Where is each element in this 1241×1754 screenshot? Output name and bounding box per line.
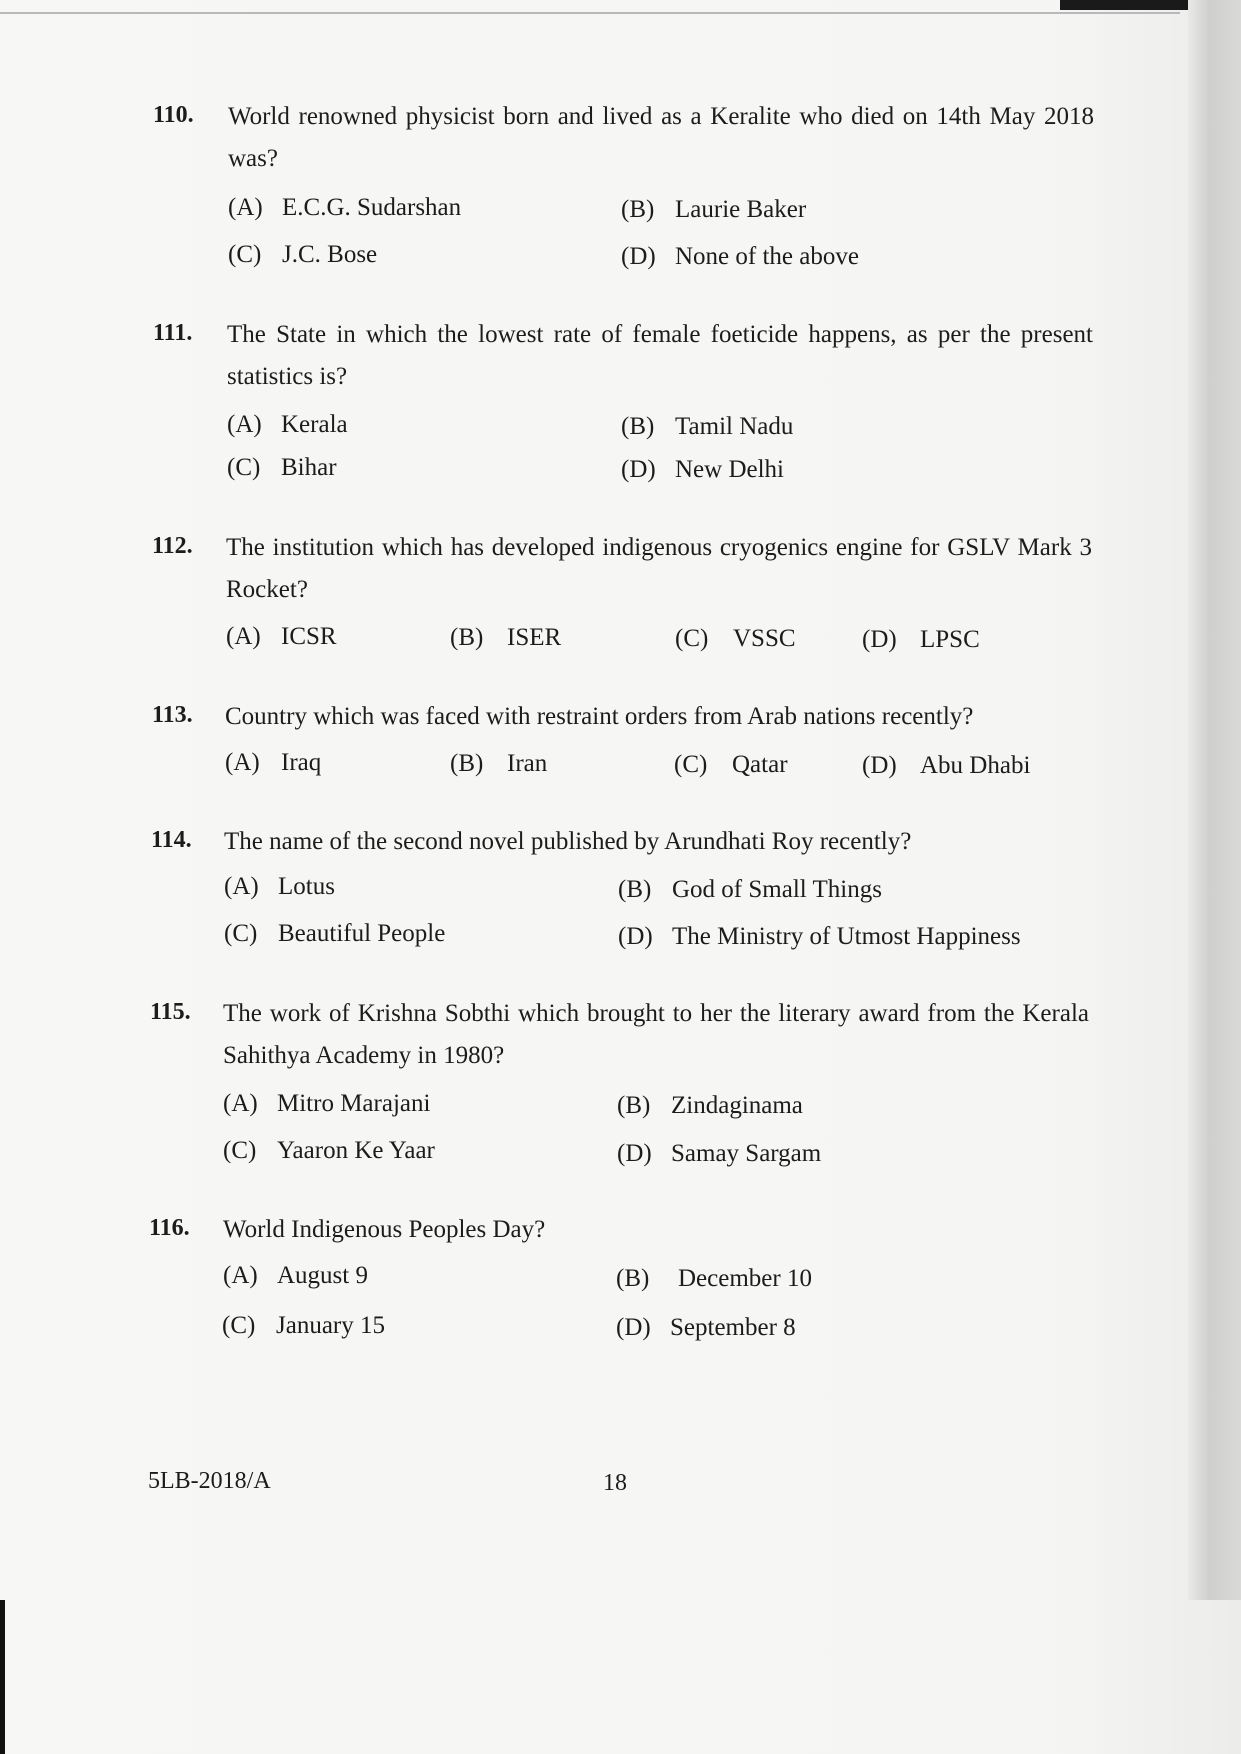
option-a <box>226 623 337 651</box>
option-letter: (C) <box>223 1137 257 1164</box>
option-text: Laurie Baker <box>675 196 807 223</box>
option-b <box>621 196 806 224</box>
option-letter: (C) <box>228 241 262 268</box>
option-text: E.C.G. Sudarshan <box>282 194 462 221</box>
question-text: The State in which the lowest rate of female foeticide happens, as per the present statistics is? <box>227 321 1093 390</box>
option-letter: (A) <box>225 749 260 776</box>
option-d <box>617 1140 821 1168</box>
option-text: New Delhi <box>675 456 784 483</box>
option-text: September 8 <box>670 1314 796 1341</box>
option-d <box>621 243 859 271</box>
option-text: ICSR <box>281 623 337 650</box>
option-letter: (A) <box>226 623 261 650</box>
option-text: August 9 <box>277 1262 368 1289</box>
question-number: 111. <box>153 320 193 346</box>
option-letter: (D) <box>621 243 656 270</box>
option-letter: (A) <box>223 1262 258 1289</box>
option-a <box>225 749 321 777</box>
option-d <box>616 1314 796 1342</box>
option-letter: (B) <box>450 750 484 777</box>
option-letter: (B) <box>621 196 655 223</box>
option-letter: (A) <box>224 873 259 900</box>
option-text: Bihar <box>281 454 337 481</box>
paper-code: 5LB-2018/A <box>148 1468 271 1494</box>
option-a <box>223 1090 430 1118</box>
option-c <box>228 241 377 269</box>
question-text: The work of Krishna Sobthi which brought to her the literary award from the Kerala Sahithya Academy in 1980? <box>223 1000 1089 1069</box>
question-text: Country which was faced with restraint orders from Arab nations recently? <box>225 703 974 730</box>
option-b <box>617 1092 803 1120</box>
option-text: VSSC <box>733 625 796 652</box>
option-b <box>618 876 882 904</box>
option-letter: (B) <box>450 624 484 651</box>
option-a <box>227 411 348 439</box>
option-b <box>616 1265 812 1293</box>
option-letter: (D) <box>616 1314 651 1341</box>
question-number: 115. <box>150 999 191 1025</box>
question-text: The name of the second novel published by Arundhati Roy recently? <box>224 828 912 855</box>
option-letter: (C) <box>224 920 258 947</box>
option-c <box>227 454 337 482</box>
option-letter: (B) <box>618 876 652 903</box>
option-text: Beautiful People <box>278 920 446 947</box>
option-letter: (D) <box>862 626 897 653</box>
option-b <box>450 624 561 652</box>
option-letter: (A) <box>227 411 262 438</box>
option-d <box>621 456 784 484</box>
question-number: 114. <box>151 827 192 853</box>
option-c <box>223 1137 435 1165</box>
option-d <box>618 923 1021 951</box>
option-letter: (B) <box>617 1092 651 1119</box>
option-a <box>228 194 461 222</box>
option-c <box>222 1312 385 1340</box>
option-letter: (A) <box>228 194 263 221</box>
option-letter: (C) <box>222 1312 256 1339</box>
page-number: 18 <box>603 1470 627 1496</box>
option-d <box>862 626 980 654</box>
question-text: The institution which has developed indigenous cryogenics engine for GSLV Mark 3 Rocket? <box>226 534 1092 603</box>
option-a <box>223 1262 368 1290</box>
option-letter: (C) <box>675 625 709 652</box>
option-text: None of the above <box>675 243 859 270</box>
option-b <box>621 413 793 441</box>
option-text: Yaaron Ke Yaar <box>277 1137 435 1164</box>
option-letter: (D) <box>617 1140 652 1167</box>
option-letter: (D) <box>621 456 656 483</box>
option-text: The Ministry of Utmost Happiness <box>672 923 1021 950</box>
option-text: Kerala <box>281 411 348 438</box>
option-letter: (D) <box>862 752 897 779</box>
scan-shadow-right <box>1188 0 1241 1600</box>
question-number: 112. <box>152 533 193 559</box>
option-c <box>224 920 445 948</box>
option-letter: (B) <box>621 413 655 440</box>
option-text: January 15 <box>276 1312 385 1339</box>
option-text: Abu Dhabi <box>920 752 1031 779</box>
question-text: World renowned physicist born and lived as a Keralite who died on 14th May 2018 was? <box>228 103 1094 172</box>
option-text: December 10 <box>678 1265 812 1292</box>
question-number: 110. <box>153 102 194 128</box>
option-text: LPSC <box>920 626 980 653</box>
top-rule <box>0 12 1180 14</box>
option-text: Mitro Marajani <box>277 1090 431 1117</box>
option-text: Zindaginama <box>671 1092 803 1119</box>
option-letter: (A) <box>223 1090 258 1117</box>
question-text: World Indigenous Peoples Day? <box>223 1216 546 1243</box>
question-number: 113. <box>152 702 193 728</box>
option-text: ISER <box>507 624 562 651</box>
question-number: 116. <box>149 1215 190 1241</box>
option-a <box>224 873 335 901</box>
option-text: Iraq <box>281 749 322 776</box>
option-text: God of Small Things <box>672 876 882 903</box>
option-d <box>862 752 1030 780</box>
option-text: J.C. Bose <box>282 241 378 268</box>
option-letter: (C) <box>227 454 261 481</box>
option-text: Samay Sargam <box>671 1140 822 1167</box>
scan-edge-left <box>0 1600 5 1754</box>
option-b <box>450 750 547 778</box>
option-letter: (B) <box>616 1265 650 1292</box>
option-c <box>674 751 788 779</box>
option-text: Iran <box>507 750 548 777</box>
option-letter: (D) <box>618 923 653 950</box>
option-letter: (C) <box>674 751 708 778</box>
option-c <box>675 625 796 653</box>
option-text: Lotus <box>278 873 335 900</box>
option-text: Tamil Nadu <box>675 413 794 440</box>
option-text: Qatar <box>732 751 788 778</box>
